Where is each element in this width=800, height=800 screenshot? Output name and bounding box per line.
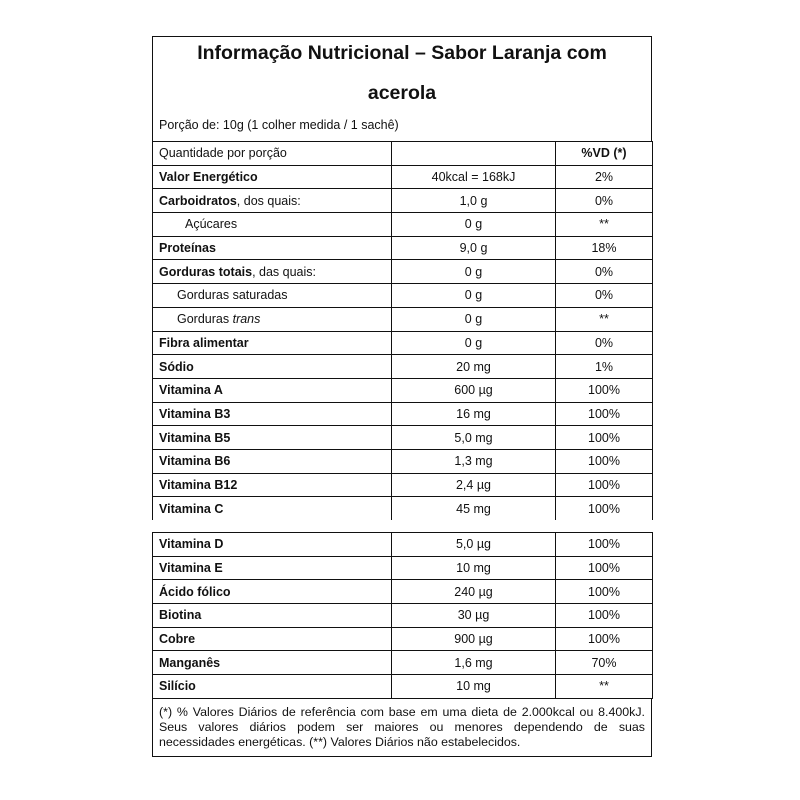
table-header — [153, 142, 653, 166]
nutrient-vd: 100% — [556, 473, 653, 497]
nutrient-name-cell — [153, 189, 392, 213]
table-row — [153, 497, 653, 520]
nutrient-amount: 0 g — [392, 213, 556, 237]
nutrient-amount: 10 mg — [392, 556, 556, 580]
table-row — [153, 284, 653, 308]
nutrient-vd: 100% — [556, 378, 653, 402]
nutrient-name: Vitamina B6 — [159, 454, 231, 469]
header-amount-empty — [392, 142, 556, 166]
table-row — [153, 236, 653, 260]
nutrient-amount: 600 µg — [392, 378, 556, 402]
nutrient-vd: 0% — [556, 260, 653, 284]
nutrient-name: Vitamina A — [159, 383, 223, 398]
table-row — [153, 473, 653, 497]
nutrient-name: Vitamina B5 — [159, 430, 231, 445]
nutrient-name-cell — [153, 213, 392, 237]
nutrient-amount: 1,3 mg — [392, 449, 556, 473]
table-row — [153, 426, 653, 450]
nutrition-table-part1 — [152, 141, 653, 520]
table-row — [153, 331, 653, 355]
nutrient-amount: 1,0 g — [392, 189, 556, 213]
nutrient-vd: 100% — [556, 426, 653, 450]
nutrient-name: Gorduras — [177, 312, 233, 327]
table-row — [153, 307, 653, 331]
footnote: (*) % Valores Diários de referência com base em uma dieta de 2.000kcal ou 8.400kJ. Seus valores diários podem ser maiores ou menores dependendo de suas necessidades energéticas. (**) Valores Diários não estabelecidos. — [152, 699, 652, 757]
nutrient-amount: 0 g — [392, 260, 556, 284]
nutrient-name: Vitamina D — [153, 533, 392, 557]
header-quantity: Quantidade por porção — [153, 142, 392, 166]
nutrient-name-cell — [153, 497, 392, 520]
nutrient-name-cell — [153, 236, 392, 260]
nutrient-amount: 30 µg — [392, 604, 556, 628]
nutrient-vd: 70% — [556, 651, 653, 675]
nutrient-vd: 100% — [556, 402, 653, 426]
nutrient-name: Cobre — [153, 627, 392, 651]
nutrient-vd: 100% — [556, 533, 653, 557]
nutrient-vd: ** — [556, 307, 653, 331]
nutrient-name-cell — [153, 307, 392, 331]
table-gap — [152, 520, 652, 532]
nutrient-name: Sódio — [159, 359, 194, 374]
nutrient-name: Gorduras saturadas — [177, 288, 288, 303]
table-row — [153, 556, 653, 580]
nutrient-name-cell — [153, 449, 392, 473]
table-row — [153, 355, 653, 379]
nutrient-vd: 100% — [556, 556, 653, 580]
nutrient-vd: 100% — [556, 449, 653, 473]
nutrient-vd: 0% — [556, 284, 653, 308]
nutrient-amount: 5,0 mg — [392, 426, 556, 450]
nutrient-name: Gorduras totais — [159, 264, 253, 279]
table-row — [153, 651, 653, 675]
nutrient-amount: 10 mg — [392, 675, 556, 699]
nutrient-amount: 45 mg — [392, 497, 556, 520]
nutrient-vd: 0% — [556, 331, 653, 355]
table-row — [153, 533, 653, 557]
nutrient-amount: 2,4 µg — [392, 473, 556, 497]
nutrient-name: Proteínas — [159, 241, 216, 256]
nutrient-amount: 1,6 mg — [392, 651, 556, 675]
nutrient-vd: 100% — [556, 580, 653, 604]
nutrient-name-suffix: , dos quais: — [236, 193, 301, 208]
label-title-line2: acerola — [367, 82, 437, 104]
nutrient-name: Açúcares — [185, 217, 238, 232]
nutrient-vd: 2% — [556, 165, 653, 189]
label-title-line1: Informação Nutricional – Sabor Laranja com — [197, 42, 607, 64]
table-row — [153, 378, 653, 402]
nutrient-amount: 5,0 µg — [392, 533, 556, 557]
nutrient-amount: 20 mg — [392, 355, 556, 379]
nutrient-vd: 18% — [556, 236, 653, 260]
nutrient-name: Vitamina C — [159, 501, 224, 516]
nutrient-vd: ** — [556, 213, 653, 237]
table-row — [153, 449, 653, 473]
nutrient-amount: 240 µg — [392, 580, 556, 604]
nutrient-name-italic: trans — [232, 312, 261, 327]
nutrient-vd: 100% — [556, 604, 653, 628]
nutrient-vd: 1% — [556, 355, 653, 379]
nutrition-table-part2 — [152, 532, 653, 699]
nutrient-vd: 100% — [556, 497, 653, 520]
nutrient-amount: 9,0 g — [392, 236, 556, 260]
header-vd: %VD (*) — [556, 142, 653, 166]
nutrient-name-cell — [153, 260, 392, 284]
nutrient-name-cell — [153, 402, 392, 426]
nutrient-amount: 0 g — [392, 331, 556, 355]
title-block — [152, 36, 652, 141]
table-row — [153, 213, 653, 237]
nutrient-name-cell — [153, 331, 392, 355]
nutrient-name-cell — [153, 165, 392, 189]
nutrient-amount: 40kcal = 168kJ — [392, 165, 556, 189]
table-row — [153, 402, 653, 426]
nutrient-amount: 0 g — [392, 307, 556, 331]
nutrient-name: Silício — [153, 675, 392, 699]
portion-size: Porção de: 10g (1 colher medida / 1 sachê) — [159, 118, 399, 132]
table-row — [153, 260, 653, 284]
table-row — [153, 189, 653, 213]
nutrient-name-suffix: , das quais: — [252, 264, 317, 279]
nutrient-name-cell — [153, 378, 392, 402]
nutrient-name: Valor Energético — [159, 170, 258, 185]
nutrient-vd: 0% — [556, 189, 653, 213]
nutrient-name-cell — [153, 473, 392, 497]
table-row — [153, 165, 653, 189]
nutrient-name: Fibra alimentar — [159, 335, 249, 350]
nutrient-vd: ** — [556, 675, 653, 699]
nutrient-name-cell — [153, 284, 392, 308]
nutrient-amount: 0 g — [392, 284, 556, 308]
nutrient-name: Carboidratos — [159, 193, 237, 208]
nutrient-name-cell — [153, 426, 392, 450]
nutrient-amount: 900 µg — [392, 627, 556, 651]
nutrient-name: Ácido fólico — [153, 580, 392, 604]
nutrient-name: Manganês — [153, 651, 392, 675]
nutrient-vd: 100% — [556, 627, 653, 651]
nutrient-name-cell — [153, 355, 392, 379]
table-row — [153, 604, 653, 628]
nutrition-facts-label — [152, 36, 652, 757]
nutrient-name: Biotina — [153, 604, 392, 628]
nutrient-name: Vitamina E — [153, 556, 392, 580]
table-row — [153, 627, 653, 651]
nutrient-amount: 16 mg — [392, 402, 556, 426]
table-row — [153, 675, 653, 699]
nutrient-name: Vitamina B12 — [159, 477, 238, 492]
table-row — [153, 580, 653, 604]
nutrient-name: Vitamina B3 — [159, 406, 231, 421]
